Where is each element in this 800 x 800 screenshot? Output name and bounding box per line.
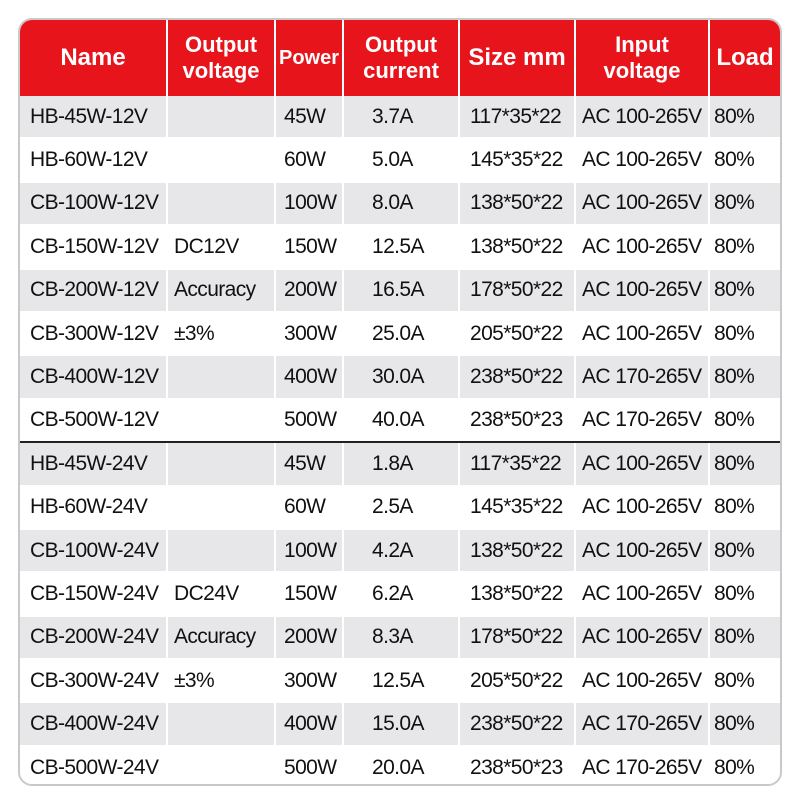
header-size-mm: Size mm [460, 20, 576, 96]
cell-power: 400W [276, 703, 344, 744]
table-row [20, 573, 780, 616]
cell-size-mm: 238*50*23 [460, 400, 576, 441]
cell-size-mm: 178*50*22 [460, 617, 576, 658]
table-row [20, 617, 780, 660]
cell-output-current: 4.2A [344, 530, 460, 571]
spec-table [18, 18, 782, 786]
cell-load: 80% [710, 356, 780, 397]
cell-power: 45W [276, 96, 344, 137]
header-input-voltage: Input voltage [576, 20, 710, 96]
cell-size-mm: 238*50*22 [460, 356, 576, 397]
cell-load: 80% [710, 183, 780, 224]
cell-power: 200W [276, 270, 344, 311]
cell-output-current: 40.0A [344, 400, 460, 441]
cell-output-current: 12.5A [344, 660, 460, 701]
cell-output-voltage: DC12V [168, 226, 276, 267]
cell-output-current: 1.8A [344, 443, 460, 484]
cell-output-current: 8.0A [344, 183, 460, 224]
cell-load: 80% [710, 270, 780, 311]
cell-input-voltage: AC 100-265V [576, 530, 710, 571]
cell-power: 100W [276, 183, 344, 224]
cell-output-current: 25.0A [344, 313, 460, 354]
cell-size-mm: 205*50*22 [460, 313, 576, 354]
cell-input-voltage: AC 100-265V [576, 183, 710, 224]
table-row [20, 703, 780, 746]
cell-name: HB-60W-24V [20, 487, 168, 528]
cell-size-mm: 117*35*22 [460, 96, 576, 137]
cell-name: HB-45W-24V [20, 443, 168, 484]
header-output-voltage: Output voltage [168, 20, 276, 96]
cell-output-voltage [168, 139, 276, 180]
cell-output-voltage: Accuracy [168, 270, 276, 311]
table-row [20, 443, 780, 486]
cell-size-mm: 138*50*22 [460, 226, 576, 267]
table-row [20, 226, 780, 269]
table-row [20, 356, 780, 399]
cell-output-voltage [168, 530, 276, 571]
cell-input-voltage: AC 100-265V [576, 660, 710, 701]
cell-input-voltage: AC 100-265V [576, 96, 710, 137]
cell-input-voltage: AC 100-265V [576, 270, 710, 311]
cell-name: CB-500W-24V [20, 747, 168, 786]
cell-load: 80% [710, 747, 780, 786]
cell-output-voltage: Accuracy [168, 617, 276, 658]
cell-load: 80% [710, 443, 780, 484]
header-name: Name [20, 20, 168, 96]
cell-size-mm: 145*35*22 [460, 139, 576, 180]
cell-output-voltage [168, 400, 276, 441]
table-row [20, 487, 780, 530]
cell-size-mm: 138*50*22 [460, 530, 576, 571]
cell-size-mm: 238*50*23 [460, 747, 576, 786]
cell-input-voltage: AC 100-265V [576, 313, 710, 354]
cell-power: 60W [276, 139, 344, 180]
cell-power: 100W [276, 530, 344, 571]
cell-input-voltage: AC 170-265V [576, 747, 710, 786]
cell-size-mm: 145*35*22 [460, 487, 576, 528]
cell-input-voltage: AC 170-265V [576, 400, 710, 441]
cell-power: 500W [276, 747, 344, 786]
cell-output-voltage [168, 747, 276, 786]
cell-input-voltage: AC 100-265V [576, 226, 710, 267]
cell-size-mm: 238*50*22 [460, 703, 576, 744]
cell-power: 150W [276, 226, 344, 267]
cell-output-current: 30.0A [344, 356, 460, 397]
cell-name: CB-400W-24V [20, 703, 168, 744]
table-row [20, 139, 780, 182]
cell-load: 80% [710, 660, 780, 701]
table-row [20, 96, 780, 139]
cell-load: 80% [710, 96, 780, 137]
cell-output-voltage [168, 703, 276, 744]
table-header [20, 20, 780, 96]
cell-output-voltage: ±3% [168, 313, 276, 354]
cell-load: 80% [710, 703, 780, 744]
cell-size-mm: 205*50*22 [460, 660, 576, 701]
cell-output-voltage: DC24V [168, 573, 276, 614]
cell-power: 45W [276, 443, 344, 484]
cell-output-current: 3.7A [344, 96, 460, 137]
cell-output-voltage [168, 356, 276, 397]
cell-size-mm: 117*35*22 [460, 443, 576, 484]
cell-load: 80% [710, 573, 780, 614]
cell-power: 500W [276, 400, 344, 441]
table-row [20, 530, 780, 573]
cell-output-current: 16.5A [344, 270, 460, 311]
cell-load: 80% [710, 400, 780, 441]
cell-name: CB-500W-12V [20, 400, 168, 441]
header-power: Power [276, 20, 344, 96]
cell-output-current: 12.5A [344, 226, 460, 267]
cell-power: 300W [276, 660, 344, 701]
cell-name: CB-150W-24V [20, 573, 168, 614]
cell-output-current: 20.0A [344, 747, 460, 786]
table-row [20, 660, 780, 703]
cell-output-current: 15.0A [344, 703, 460, 744]
cell-output-voltage [168, 487, 276, 528]
header-output-current: Output current [344, 20, 460, 96]
cell-power: 400W [276, 356, 344, 397]
cell-input-voltage: AC 100-265V [576, 617, 710, 658]
cell-output-voltage [168, 96, 276, 137]
cell-output-current: 5.0A [344, 139, 460, 180]
cell-power: 150W [276, 573, 344, 614]
table-row [20, 183, 780, 226]
cell-name: CB-150W-12V [20, 226, 168, 267]
cell-load: 80% [710, 226, 780, 267]
table-row [20, 313, 780, 356]
cell-size-mm: 138*50*22 [460, 573, 576, 614]
table-body [20, 96, 780, 786]
cell-name: HB-45W-12V [20, 96, 168, 137]
cell-input-voltage: AC 170-265V [576, 703, 710, 744]
cell-name: CB-300W-24V [20, 660, 168, 701]
table-row [20, 270, 780, 313]
cell-name: CB-200W-24V [20, 617, 168, 658]
cell-size-mm: 138*50*22 [460, 183, 576, 224]
cell-input-voltage: AC 100-265V [576, 443, 710, 484]
cell-name: CB-200W-12V [20, 270, 168, 311]
cell-input-voltage: AC 100-265V [576, 487, 710, 528]
cell-power: 300W [276, 313, 344, 354]
cell-name: CB-100W-24V [20, 530, 168, 571]
cell-size-mm: 178*50*22 [460, 270, 576, 311]
header-load: Load [716, 44, 774, 71]
cell-load: 80% [710, 139, 780, 180]
cell-output-current: 2.5A [344, 487, 460, 528]
cell-output-voltage: ±3% [168, 660, 276, 701]
cell-load: 80% [710, 313, 780, 354]
table-row [20, 747, 780, 786]
cell-load: 80% [710, 487, 780, 528]
cell-input-voltage: AC 100-265V [576, 573, 710, 614]
cell-output-voltage [168, 183, 276, 224]
cell-name: CB-100W-12V [20, 183, 168, 224]
cell-output-current: 8.3A [344, 617, 460, 658]
cell-name: HB-60W-12V [20, 139, 168, 180]
cell-load: 80% [710, 617, 780, 658]
cell-output-current: 6.2A [344, 573, 460, 614]
table-row [20, 400, 780, 443]
cell-power: 200W [276, 617, 344, 658]
cell-name: CB-400W-12V [20, 356, 168, 397]
cell-output-voltage [168, 443, 276, 484]
cell-power: 60W [276, 487, 344, 528]
cell-load: 80% [710, 530, 780, 571]
cell-input-voltage: AC 170-265V [576, 356, 710, 397]
cell-name: CB-300W-12V [20, 313, 168, 354]
cell-input-voltage: AC 100-265V [576, 139, 710, 180]
